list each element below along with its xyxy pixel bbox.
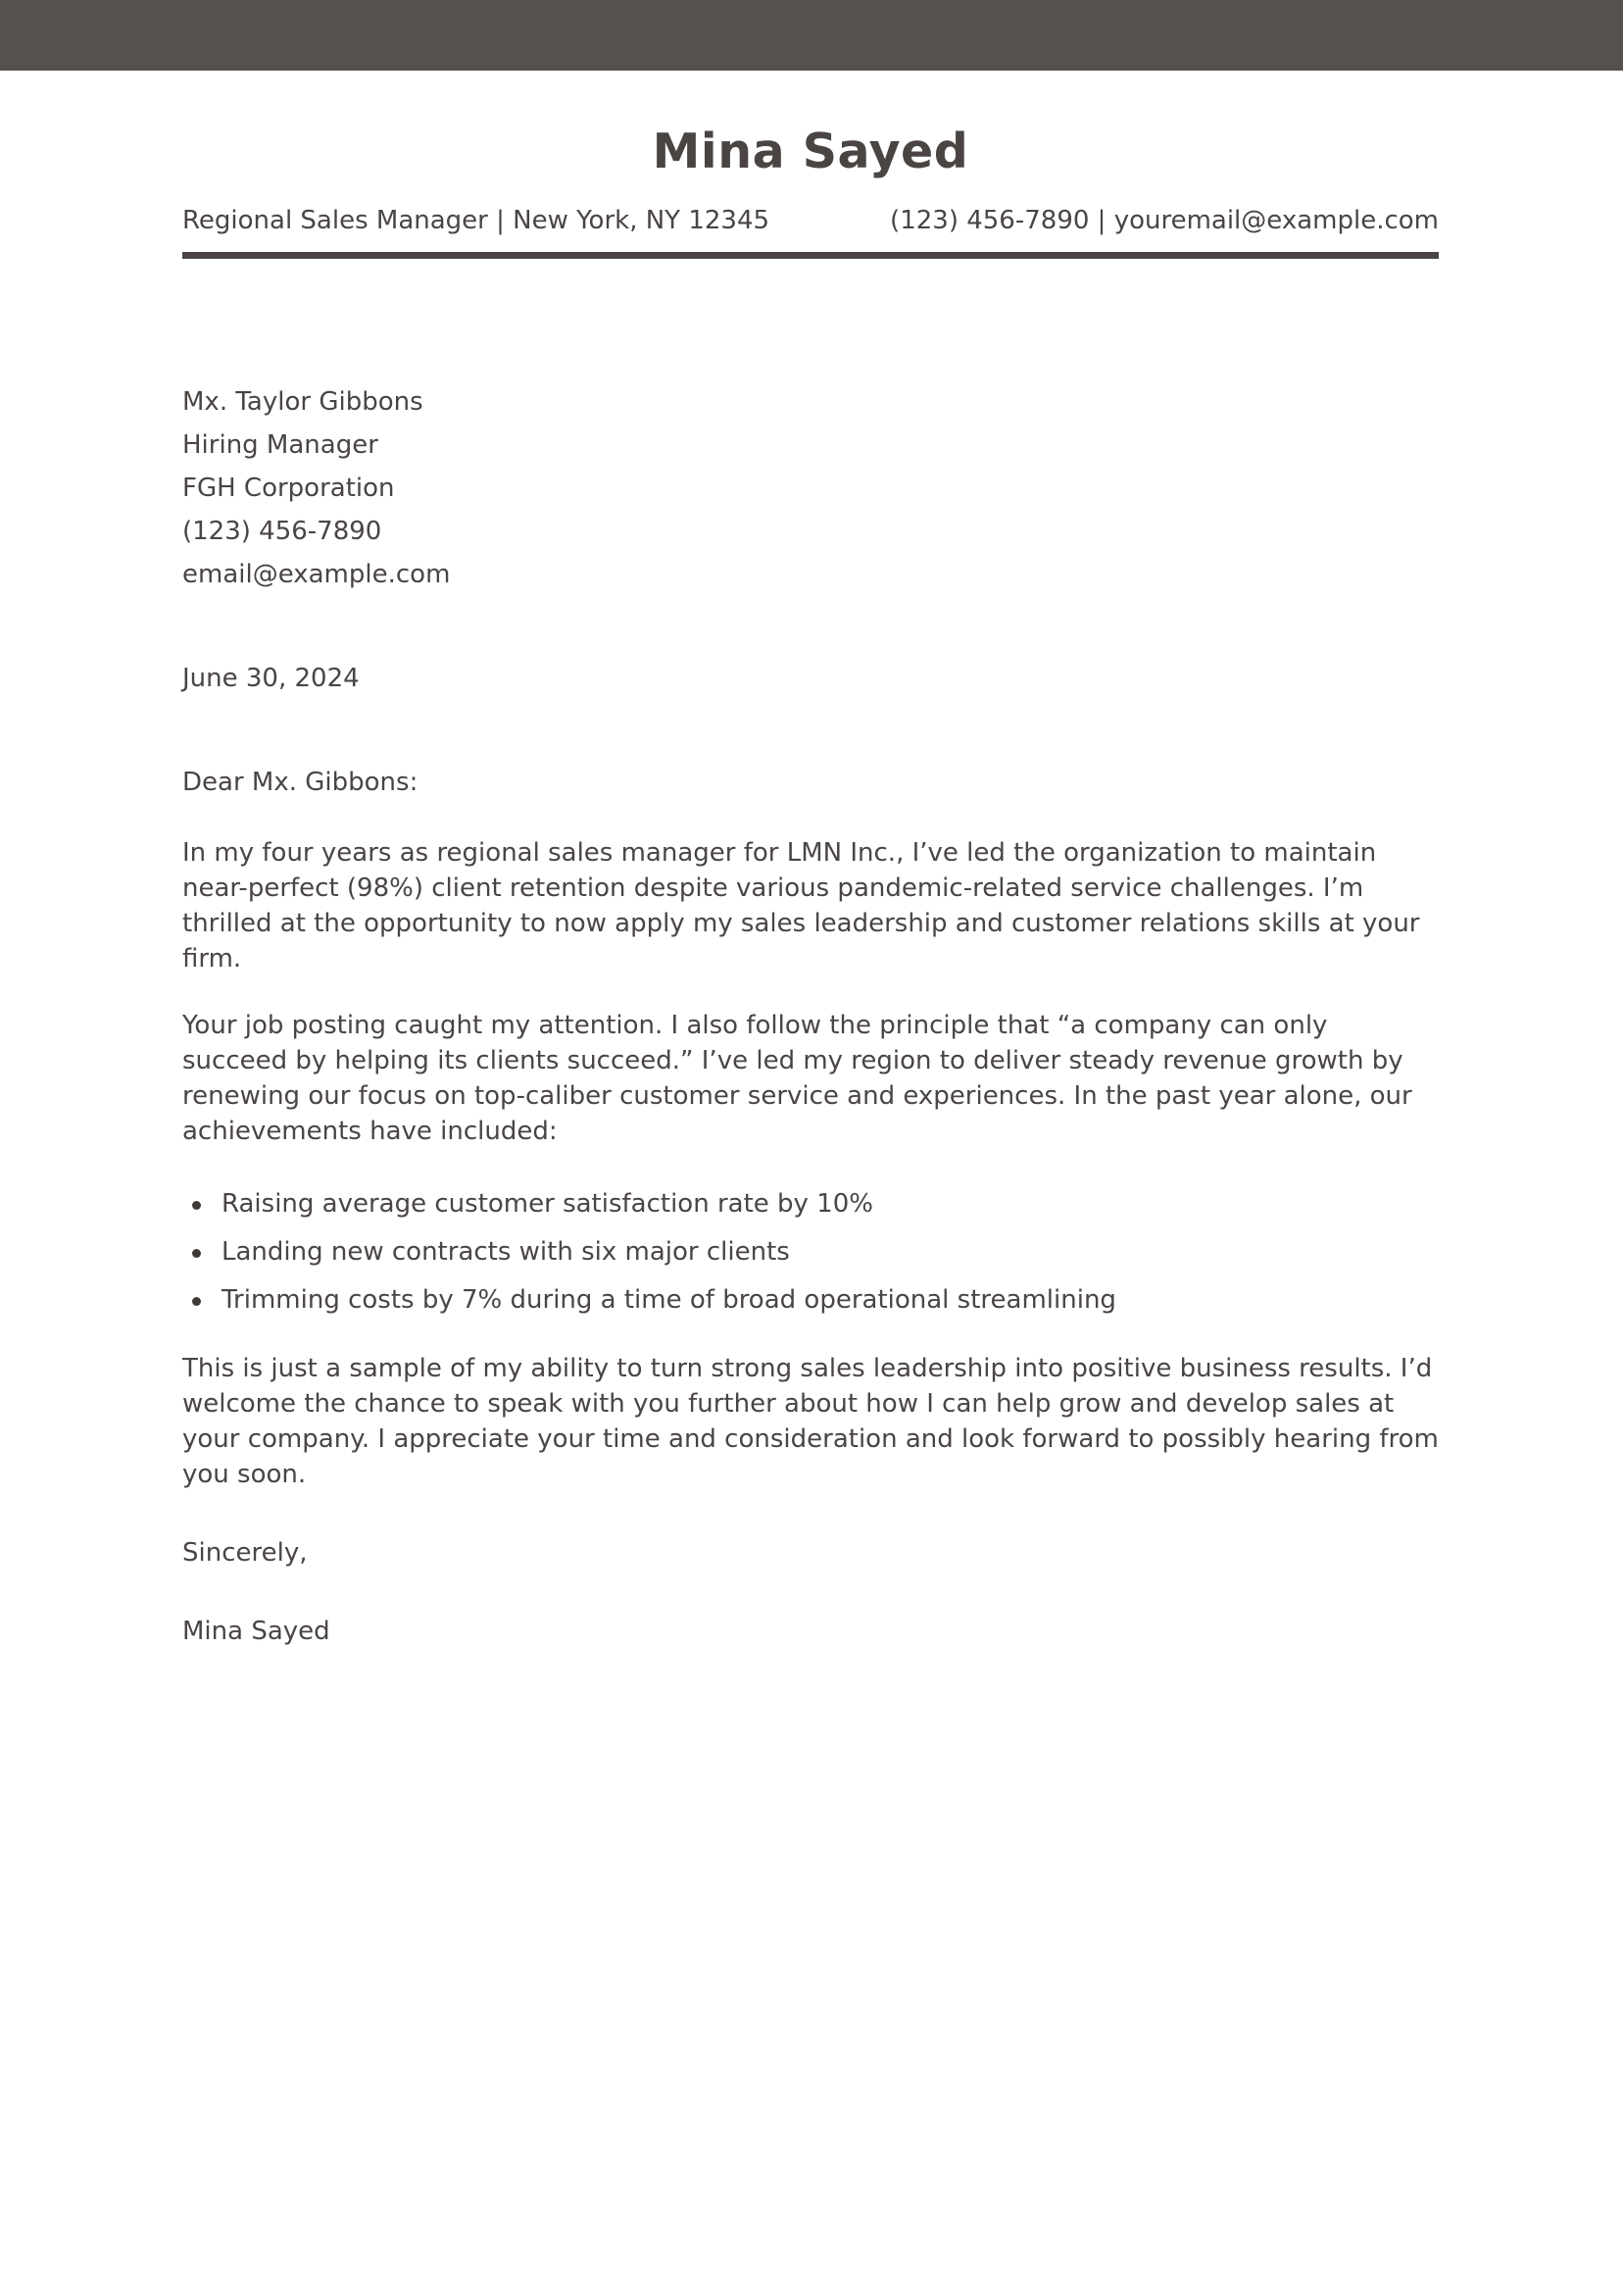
body-paragraph-2: Your job posting caught my attention. I also follow the principle that “a company can only succeed by helping its clients succeed.” I’ve led my region to deliver steady revenue growth by renewing our focus on top-caliber customer service and experiences. In the past year alone, our achievements have included: [182, 1011, 1412, 1147]
sender-phone-email: (123) 456-7890 | youremail@example.com [890, 205, 1439, 235]
cover-letter-page [182, 71, 1439, 1649]
signature: Mina Sayed [182, 1617, 330, 1647]
sender-title-location: Regional Sales Manager | New York, NY 12345 [182, 205, 770, 235]
body-paragraph-1: In my four years as regional sales manager for LMN Inc., I’ve led the organization to maintain near-perfect (98%) client retention despite various pandemic-related service challenges. I’m thrilled at the opportunity to now apply my sales leadership and customer relations skills at your firm. [182, 838, 1420, 974]
bullet-icon [192, 1249, 201, 1258]
recipient-name: Mx. Taylor Gibbons [182, 387, 423, 418]
recipient-title: Hiring Manager [182, 430, 378, 461]
bullet-icon [192, 1201, 201, 1210]
recipient-company: FGH Corporation [182, 474, 395, 504]
sender-contact-row [182, 206, 1439, 236]
list-item [221, 1234, 1439, 1270]
list-item [221, 1186, 1439, 1222]
achievement-text: Trimming costs by 7% during a time of broad operational streamlining [221, 1285, 1116, 1316]
body-paragraph-3: This is just a sample of my ability to turn strong sales leadership into positive business results. I’d welcome the chance to speak with you further about how I can help grow and develop sales at your company. I appreciate your time and consideration and look forward to possibly hearing from you soon. [182, 1354, 1439, 1490]
achievement-text: Raising average customer satisfaction rate by 10% [221, 1189, 873, 1220]
bullet-icon [192, 1297, 201, 1306]
list-item [221, 1282, 1439, 1318]
header-divider [182, 252, 1439, 259]
closing: Sincerely, [182, 1538, 308, 1569]
recipient-block [182, 380, 1439, 596]
recipient-phone: (123) 456-7890 [182, 517, 382, 547]
recipient-email: email@example.com [182, 560, 451, 590]
sender-name: Mina Sayed [652, 124, 969, 179]
achievement-text: Landing new contracts with six major clients [221, 1237, 790, 1268]
salutation: Dear Mx. Gibbons: [182, 768, 418, 798]
achievements-list [182, 1186, 1439, 1318]
top-banner [0, 0, 1623, 71]
letter-date: June 30, 2024 [182, 664, 360, 694]
